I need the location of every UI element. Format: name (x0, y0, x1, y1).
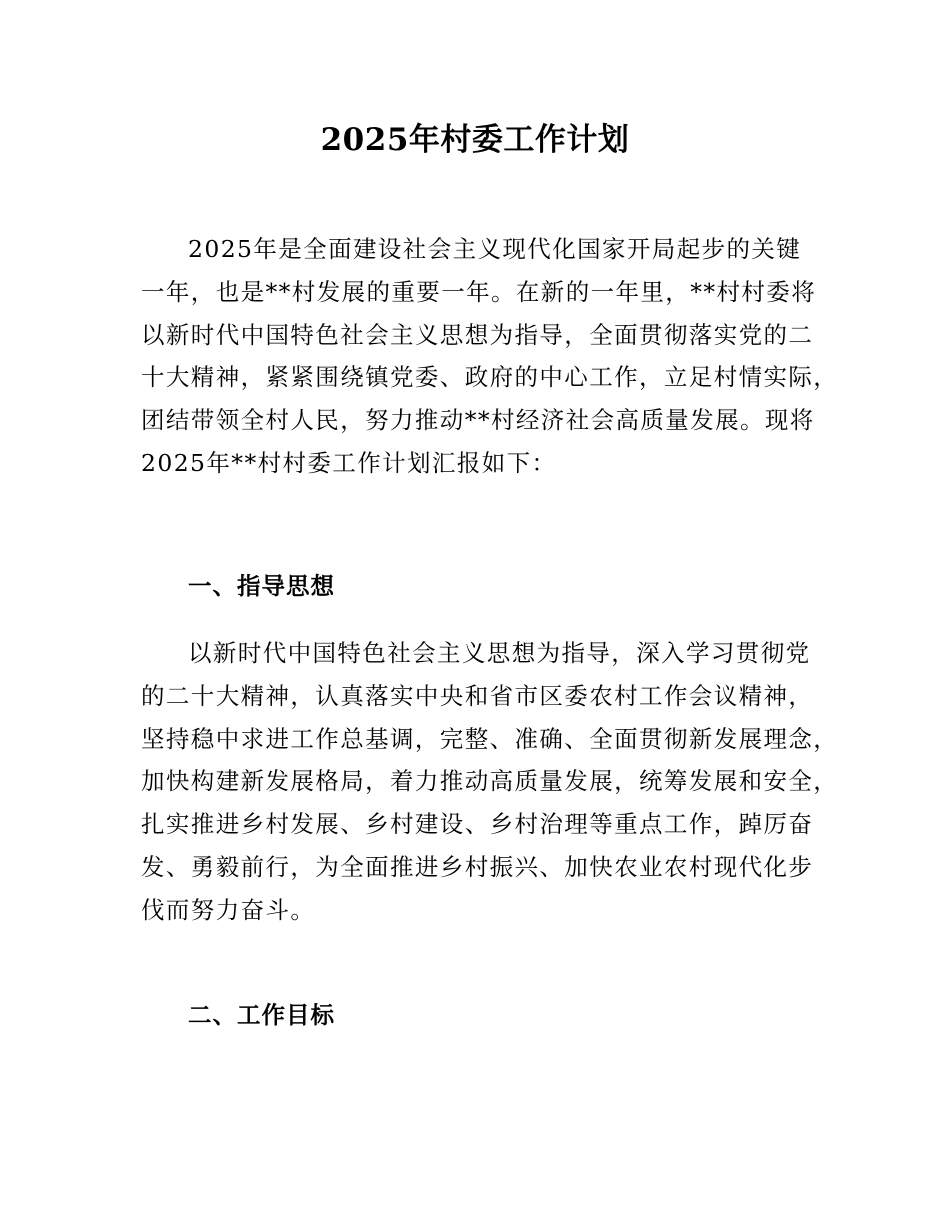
paragraph-line: 以新时代中国特色社会主义思想为指导，深入学习贯彻党 (188, 639, 811, 667)
section-heading-work-goals: 二、工作目标 (188, 1001, 335, 1029)
paragraph-line: 2025年**村村委工作计划汇报如下： (141, 448, 557, 477)
document-title: 2025年村委工作计划 (320, 122, 630, 158)
section-heading-guiding-ideology: 一、指导思想 (188, 572, 335, 600)
paragraph-line: 一年，也是**村发展的重要一年。在新的一年里，**村村委将 (141, 277, 817, 306)
paragraph-line: 2025年是全面建设社会主义现代化国家开局起步的关键 (188, 235, 802, 263)
paragraph-line: 团结带领全村人民，努力推动**村经济社会高质量发展。现将 (141, 406, 815, 435)
paragraph-line: 扎实推进乡村发展、乡村建设、乡村治理等重点工作，踔厉奋 (141, 810, 814, 839)
guiding-ideology-paragraph (141, 632, 839, 932)
intro-paragraph (141, 228, 839, 485)
paragraph-line: 加快构建新发展格局，着力推动高质量发展，统筹发展和安全， (141, 767, 839, 796)
paragraph-line: 十大精神，紧紧围绕镇党委、政府的中心工作，立足村情实际， (141, 363, 839, 392)
paragraph-line: 伐而努力奋斗。 (141, 895, 316, 924)
paragraph-line: 的二十大精神，认真落实中央和省市区委农村工作会议精神， (141, 681, 814, 710)
paragraph-line: 发、勇毅前行，为全面推进乡村振兴、加快农业农村现代化步 (141, 852, 814, 881)
paragraph-line: 以新时代中国特色社会主义思想为指导，全面贯彻落实党的二 (141, 320, 814, 349)
paragraph-line: 坚持稳中求进工作总基调，完整、准确、全面贯彻新发展理念， (141, 724, 839, 753)
